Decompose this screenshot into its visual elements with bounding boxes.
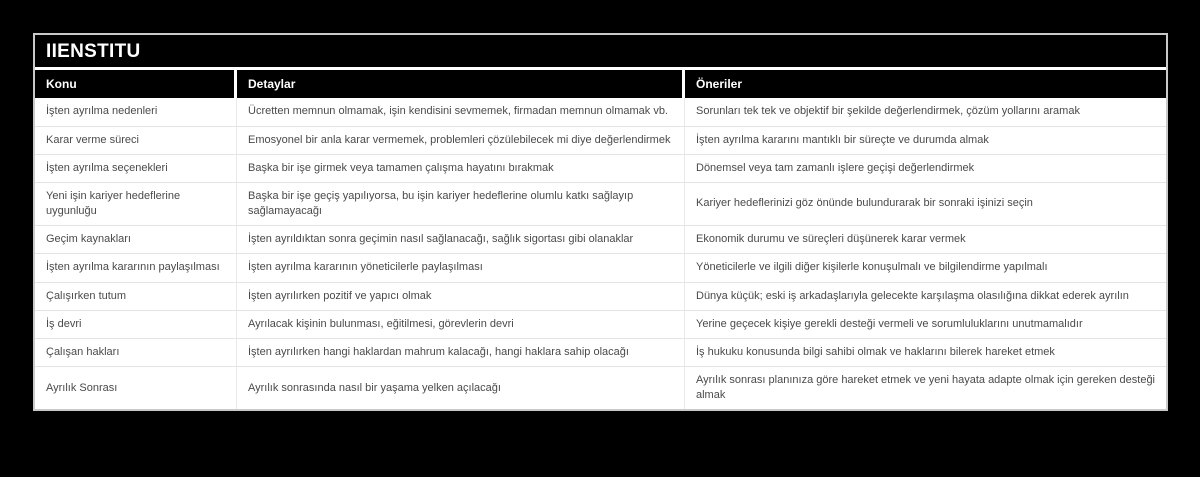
table-row xyxy=(35,127,1166,155)
cell-konu: Çalışırken tutum xyxy=(35,283,237,311)
cell-detaylar: Ücretten memnun olmamak, işin kendisini sevmemek, firmadan memnun olmamak vb. xyxy=(237,98,685,126)
table-body xyxy=(35,98,1166,409)
cell-oneriler: Ayrılık sonrası planınıza göre hareket etmek ve yeni hayata adapte olmak için gereken desteği almak xyxy=(696,374,1156,402)
cell-konu: Çalışan hakları xyxy=(35,339,237,367)
card-title: IIENSTITU xyxy=(35,35,1166,67)
cell-konu: Yeni işin kariyer hedeflerine uygunluğu xyxy=(35,183,237,226)
cell-oneriler: Dönemsel veya tam zamanlı işlere geçişi değerlendirmek xyxy=(685,155,1166,183)
table-row xyxy=(35,367,1166,409)
cell-detaylar: Başka bir işe geçiş yapılıyorsa, bu işin kariyer hedeflerine olumlu katkı sağlayıp sağlamayacağı xyxy=(237,183,685,226)
table-row xyxy=(35,339,1166,367)
table-row xyxy=(35,155,1166,183)
cell-oneriler: Yerine geçecek kişiye gerekli desteği vermeli ve sorumluluklarını unutmamalıdır xyxy=(685,311,1166,339)
cell-oneriler: İş hukuku konusunda bilgi sahibi olmak ve haklarını bilerek hareket etmek xyxy=(685,339,1166,367)
table-row xyxy=(35,183,1166,226)
table-header xyxy=(35,70,1166,98)
table-header-row xyxy=(35,70,1166,98)
cell-oneriler: Dünya küçük; eski iş arkadaşlarıyla gelecekte karşılaşma olasılığına dikkat ederek ayrılın xyxy=(685,283,1166,311)
cell-konu: İşten ayrılma nedenleri xyxy=(35,98,237,126)
topics-table xyxy=(35,70,1166,409)
table-row xyxy=(35,283,1166,311)
table-row xyxy=(35,98,1166,126)
cell-detaylar: Ayrılık sonrasında nasıl bir yaşama yelken açılacağı xyxy=(237,367,685,409)
table-row xyxy=(35,311,1166,339)
table-row xyxy=(35,226,1166,254)
cell-oneriler: Yöneticilerle ve ilgili diğer kişilerle konuşulmalı ve bilgilendirme yapılmalı xyxy=(685,254,1166,282)
cell-oneriler: İşten ayrılma kararını mantıklı bir süreçte ve durumda almak xyxy=(685,127,1166,155)
cell-detaylar: İşten ayrıldıktan sonra geçimin nasıl sağlanacağı, sağlık sigortası gibi olanaklar xyxy=(237,226,685,254)
cell-detaylar: Emosyonel bir anla karar vermemek, problemleri çözülebilecek mi diye değerlendirmek xyxy=(237,127,685,155)
cell-konu: Karar verme süreci xyxy=(35,127,237,155)
cell-oneriler: Ekonomik durumu ve süreçleri düşünerek karar vermek xyxy=(685,226,1166,254)
cell-detaylar: İşten ayrılırken pozitif ve yapıcı olmak xyxy=(237,283,685,311)
table-row xyxy=(35,254,1166,282)
cell-detaylar: İşten ayrılırken hangi haklardan mahrum kalacağı, hangi haklara sahip olacağı xyxy=(237,339,685,367)
cell-detaylar: Başka bir işe girmek veya tamamen çalışma hayatını bırakmak xyxy=(237,155,685,183)
column-header-konu: Konu xyxy=(35,70,237,98)
cell-detaylar: İşten ayrılma kararının yöneticilerle paylaşılması xyxy=(237,254,685,282)
column-header-detaylar: Detaylar xyxy=(237,70,685,98)
cell-konu: Geçim kaynakları xyxy=(35,226,237,254)
cell-konu: Ayrılık Sonrası xyxy=(35,367,237,409)
cell-oneriler: Sorunları tek tek ve objektif bir şekilde değerlendirmek, çözüm yollarını aramak xyxy=(685,98,1166,126)
cell-oneriler: Kariyer hedeflerinizi göz önünde bulundurarak bir sonraki işinizi seçin xyxy=(685,183,1166,226)
cell-konu: İşten ayrılma seçenekleri xyxy=(35,155,237,183)
cell-detaylar: Ayrılacak kişinin bulunması, eğitilmesi, görevlerin devri xyxy=(237,311,685,339)
column-header-oneriler: Öneriler xyxy=(685,70,1166,98)
cell-konu: İşten ayrılma kararının paylaşılması xyxy=(35,254,237,282)
content-card xyxy=(33,33,1168,411)
cell-konu: İş devri xyxy=(35,311,237,339)
